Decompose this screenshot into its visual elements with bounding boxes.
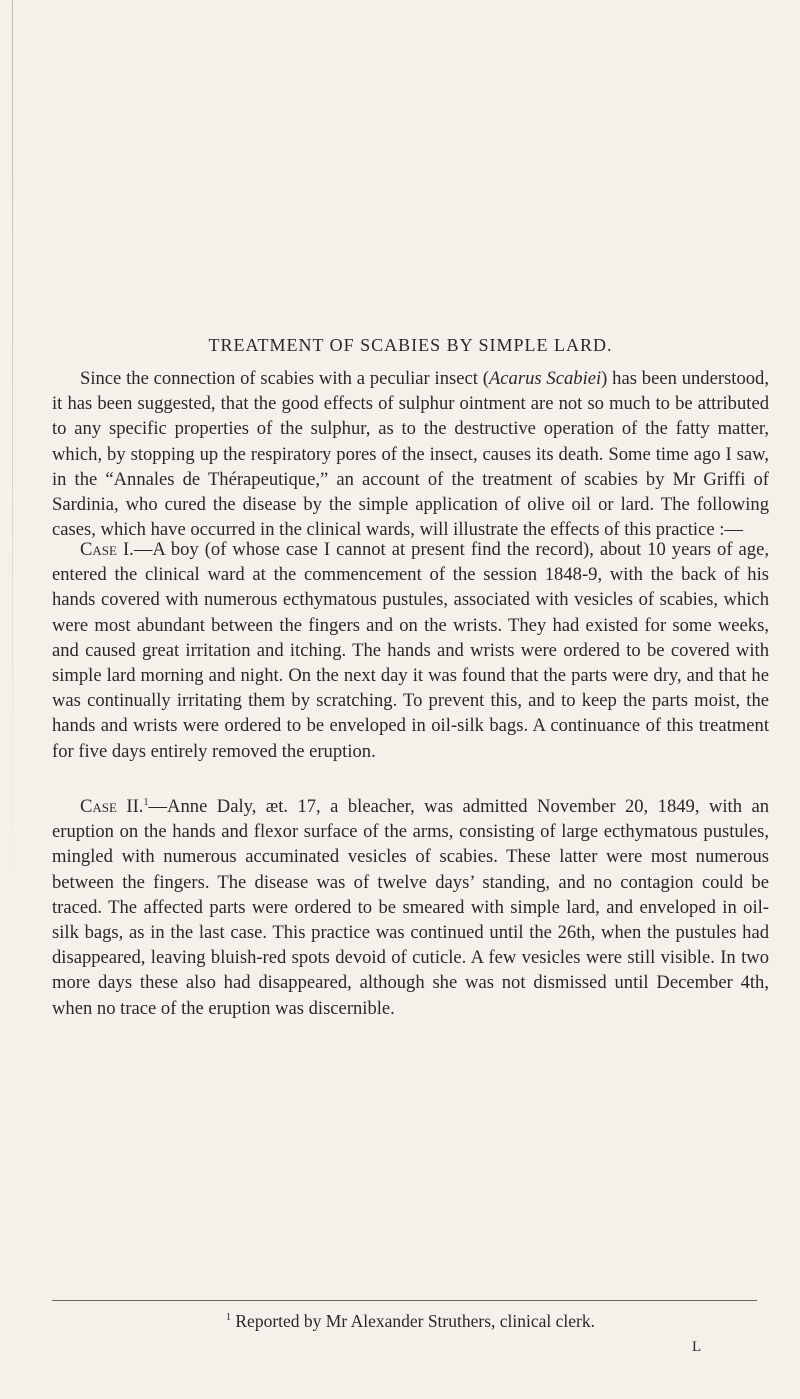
case-two-paragraph — [52, 794, 769, 1021]
footnote-divider — [52, 1300, 757, 1301]
intro-paragraph — [52, 366, 769, 542]
page-edge — [12, 0, 13, 900]
intro-text-b: ) has been understood, it has been suggested, that the good effects of sulphur ointment are not so much to be attributed to any specific properties of the sulphur, as to the destructive operation of the fatty matter, which, by stopping up the respiratory pores of the insect, causes its death. Some time ago I saw, in the “Annales de Thérapeutique,” an account of the treatment of scabies by Mr Griffi of Sardinia, who cured the disease by the simple application of olive oil or lard. The following cases, which have occurred in the clinical wards, will illustrate the effects of this practice :— — [52, 368, 769, 541]
case-one-text: —A boy (of whose case I cannot at present find the record), about 10 years of age, entered the clinical ward at the commencement of the session 1848-9, with the back of his hands covered with numerous ecthymatous pustules, associated with vesicles of scabies, which were most abundant between the fingers and on the wrists. They had existed for some weeks, and caused great irritation and itching. The hands and wrists were ordered to be covered with simple lard morning and night. On the next day it was found that the parts were dry, and that he was continually irritating them by scratching. To prevent this, and to keep the parts moist, the hands and wrists were ordered to be enveloped in oil-silk bags. A continuance of this treatment for five days entirely removed the eruption. — [52, 539, 769, 762]
case-one-paragraph — [52, 537, 769, 764]
footnote-reference: 1 — [143, 796, 149, 808]
case-one-label: Case I. — [80, 539, 134, 560]
footnote — [52, 1311, 769, 1332]
intro-text-a: Since the connection of scabies with a peculiar insect ( — [80, 368, 489, 389]
intro-italic-term: Acarus Scabiei — [488, 368, 602, 389]
page-title: TREATMENT OF SCABIES BY SIMPLE LARD. — [208, 335, 613, 355]
footnote-text: Reported by Mr Alexander Struthers, clinical clerk. — [231, 1311, 595, 1331]
case-two-label: Case II. — [80, 796, 144, 817]
case-two-text: —Anne Daly, æt. 17, a bleacher, was admitted November 20, 1849, with an eruption on the hands and flexor surface of the arms, consisting of large ecthymatous pustules, mingled with numerous accuminated vesicles of scabies. These latter were most numerous between the fingers. The disease was of twelve days’ standing, and no contagion could be traced. The affected parts were ordered to be smeared with simple lard, and enveloped in oil-silk bags, as in the last case. This practice was continued until the 26th, when the pustules had disappeared, leaving bluish-red spots devoid of cuticle. A few vesicles were still visible. In two more days these also had disappeared, although she was not dismissed until December 4th, when no trace of the eruption was discernible. — [52, 796, 769, 1019]
footnote-mark: 1 — [226, 1312, 231, 1324]
signature-mark: L — [692, 1339, 702, 1355]
